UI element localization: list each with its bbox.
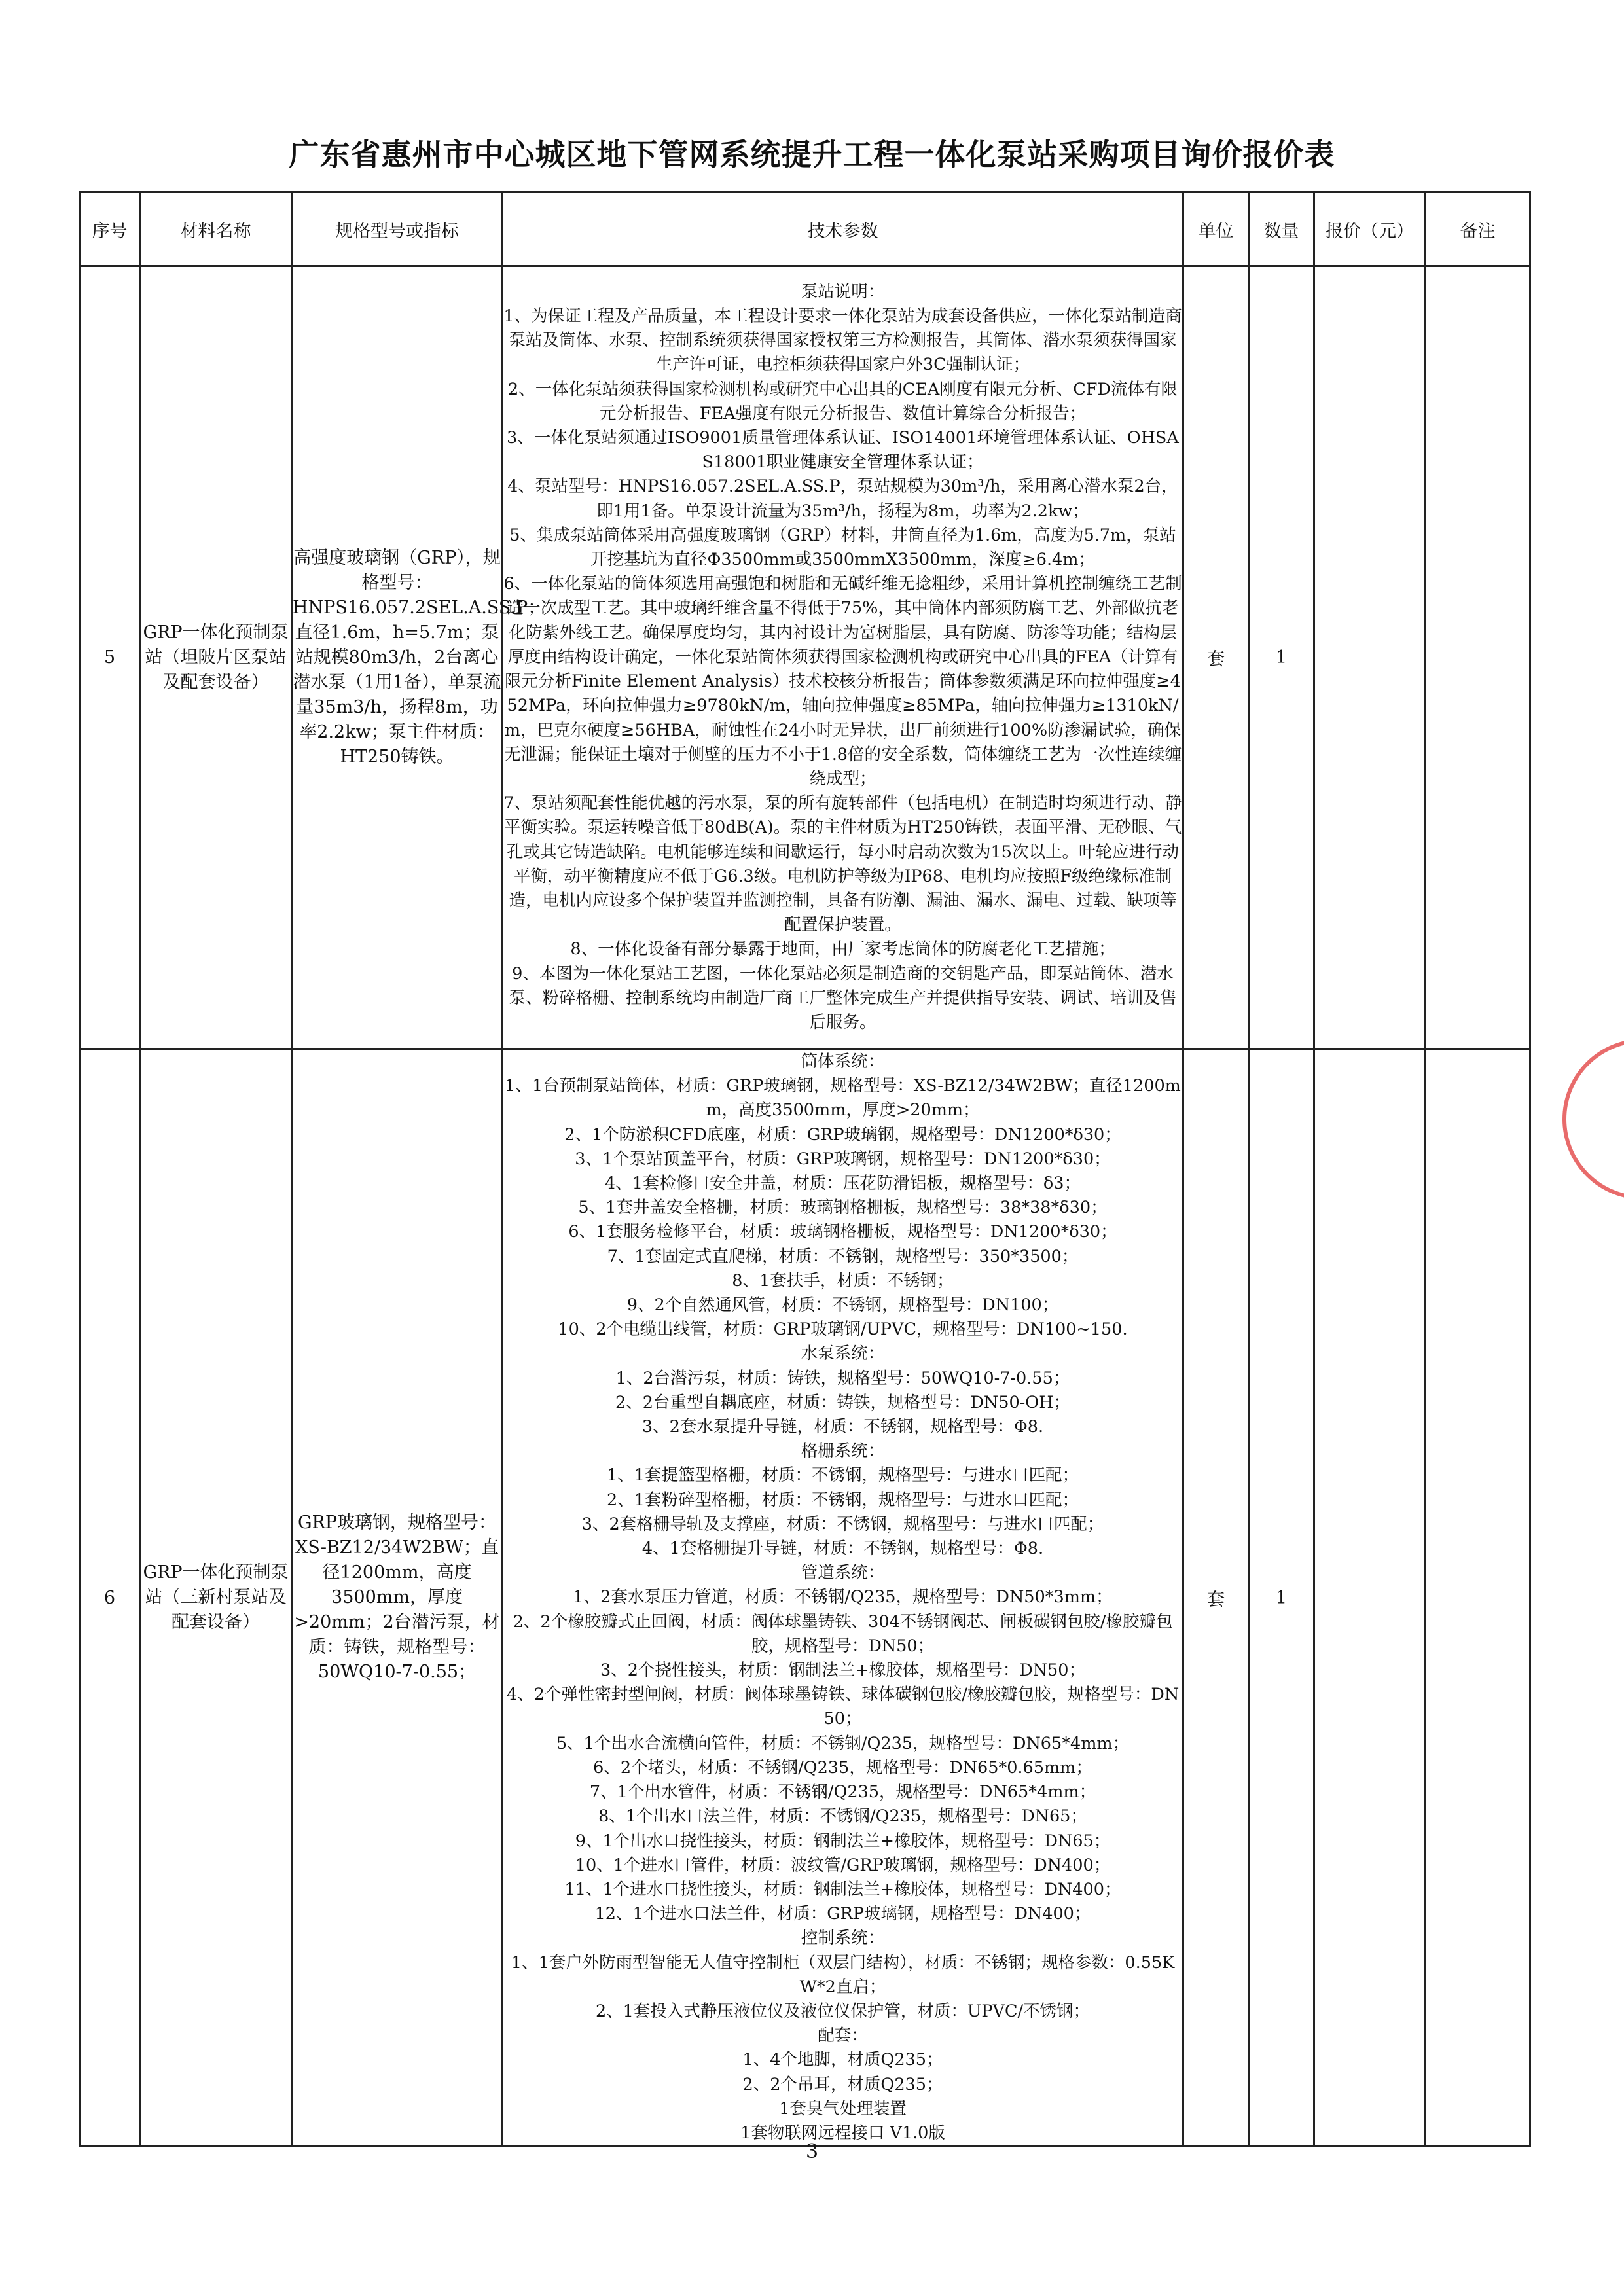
tech-line: 8、1套扶手，材质：不锈钢； bbox=[732, 1270, 954, 1291]
tech-line: 1套臭气处理装置 bbox=[779, 2098, 907, 2119]
page-title: 广东省惠州市中心城区地下管网系统提升工程一体化泵站采购项目询价报价表 bbox=[289, 137, 1335, 172]
header-price: 报价（元） bbox=[1314, 192, 1426, 266]
row-unit: 套 bbox=[1183, 266, 1249, 1049]
row-qty: 1 bbox=[1249, 266, 1314, 1049]
tech-line: 1套物联网远程接口 V1.0版 bbox=[740, 2123, 945, 2143]
tech-line: 7、泵站须配套性能优越的污水泵，泵的所有旋转部件（包括电机）在制造时均须进行动、静平衡实验。泵运转噪音低于80dB(A)。泵的主件材质为HT250铸铁，表面平滑、无砂眼、气孔或其它铸造缺陷。电机能够连续和间歇运行，每小时启动次数为15次以上。叶轮应进行动平衡，动平衡精度应不低于G6.3级。电机防护等级为IP68、电机均应按照F级绝缘标准制造，电机内应设多个保护装置并监测控制，具备有防潮、漏油、漏水、漏电、过载、缺项等配置保护装置。 bbox=[503, 793, 1182, 935]
header-tech: 技术参数 bbox=[503, 192, 1183, 266]
tech-line: 2、1套粉碎型格栅，材质：不锈钢，规格型号：与进水口匹配； bbox=[607, 1490, 1079, 1510]
tech-line: 9、1个出水口挠性接头，材质：钢制法兰+橡胶体，规格型号：DN65； bbox=[575, 1831, 1111, 1851]
row-qty: 1 bbox=[1249, 1049, 1314, 2147]
tech-line: 1、1台预制泵站筒体，材质：GRP玻璃钢，规格型号：XS-BZ12/34W2BW；直径1200mm，高度3500mm，厚度>20mm； bbox=[505, 1076, 1181, 1121]
row-price[interactable] bbox=[1314, 266, 1426, 1049]
table-row bbox=[80, 1049, 1530, 2147]
row-tech-params bbox=[503, 1049, 1183, 2147]
header-no: 序号 bbox=[80, 192, 140, 266]
row-material-name: GRP一体化预制泵站（三新村泵站及配套设备） bbox=[140, 1049, 292, 2147]
tech-line: 10、1个进水口管件，材质：波纹管/GRP玻璃钢，规格型号：DN400； bbox=[575, 1855, 1111, 1875]
tech-line: 1、2台潜污泵，材质：铸铁，规格型号：50WQ10-7-0.55； bbox=[615, 1368, 1070, 1388]
tech-line: 6、1套服务检修平台，材质：玻璃钢格栅板，规格型号：DN1200*δ30； bbox=[568, 1222, 1117, 1242]
page-number: 3 bbox=[805, 2140, 819, 2163]
tech-line: 12、1个进水口法兰件，材质：GRP玻璃钢，规格型号：DN400； bbox=[594, 1904, 1091, 1924]
tech-line: 1、1套户外防雨型智能无人值守控制柜（双层门结构），材质：不锈钢；规格参数：0.55KW*2直启； bbox=[511, 1952, 1175, 1997]
tech-line: 4、泵站型号：HNPS16.057.2SEL.A.SS.P，泵站规模为30m³/h，采用离心潜水泵2台，即1用1备。单泵设计流量为35m³/h，扬程为8m，功率为2.2kw； bbox=[507, 476, 1178, 521]
tech-line: 8、1个出水口法兰件，材质：不锈钢/Q235，规格型号：DN65； bbox=[598, 1806, 1087, 1827]
tech-line: 配套： bbox=[818, 2026, 868, 2046]
tech-line: 4、2个弹性密封型闸阀，材质：阀体球墨铸铁、球体碳钢包胶/橡胶瓣包胶，规格型号：DN50； bbox=[506, 1685, 1180, 1729]
row-spec: GRP玻璃钢，规格型号：XS-BZ12/34W2BW；直径1200mm，高度3500mm，厚度>20mm；2台潜污泵，材质：铸铁，规格型号：50WQ10-7-0.55； bbox=[292, 1049, 503, 2147]
tech-line: 1、2套水泵压力管道，材质：不锈钢/Q235，规格型号：DN50*3mm； bbox=[573, 1587, 1113, 1607]
row-spec: 高强度玻璃钢（GRP），规格型号：HNPS16.057.2SEL.A.SS.P；直径1.6m，h=5.7m；泵站规模80m3/h，2台离心潜水泵（1用1备），单泵流量35m3/h，扬程8m，功率2.2kw；泵主件材质：HT250铸铁。 bbox=[292, 266, 503, 1049]
tech-line: 8、一体化设备有部分暴露于地面，由厂家考虑筒体的防腐老化工艺措施； bbox=[570, 939, 1115, 960]
table-row bbox=[80, 266, 1530, 1049]
tech-line: 4、1套检修口安全井盖，材质：压花防滑铝板，规格型号：δ3； bbox=[604, 1174, 1081, 1194]
tech-line: 2、1个防淤积CFD底座，材质：GRP玻璃钢，规格型号：DN1200*δ30； bbox=[564, 1124, 1121, 1145]
tech-line: 6、2个堵头，材质：不锈钢/Q235，规格型号：DN65*0.65mm； bbox=[593, 1757, 1092, 1778]
tech-line: 2、2台重型自耦底座，材质：铸铁，规格型号：DN50-OH； bbox=[615, 1392, 1070, 1412]
header-name: 材料名称 bbox=[140, 192, 292, 266]
header-remark: 备注 bbox=[1426, 192, 1530, 266]
tech-line: 6、一体化泵站的筒体须选用高强饱和树脂和无碱纤维无捻粗纱，采用计算机控制缠绕工艺制造一次成型工艺。其中玻璃纤维含量不得低于75%，其中筒体内部须防腐工艺、外部做抗老化防紫外线工艺。确保厚度均匀，其内衬设计为富树脂层，具有防腐、防渗等功能；结构层厚度由结构设计确定，一体化泵站筒体须获得国家检测机构或研究中心出具的FEA（计算有限元分析Finite Element Analysis）技术校核分析报告；筒体参数须满足环向拉伸强度≥452MPa，环向拉伸强力≥9780kN/m，轴向拉伸强度≥85MPa，轴向拉伸强力≥1310kN/m，巴克尔硬度≥56HBA，耐蚀性在24小时无异状，出厂前须进行100%防渗漏试验，确保无泄漏；能保证土壤对于侧壁的压力不小于1.8倍的安全系数，筒体缠绕工艺为一次性连续缠绕成型； bbox=[503, 574, 1182, 789]
tech-line: 水泵系统： bbox=[801, 1344, 885, 1364]
tech-line: 3、2套水泵提升导链，材质：不锈钢，规格型号：Φ8. bbox=[641, 1417, 1044, 1437]
row-remark[interactable] bbox=[1426, 266, 1530, 1049]
tech-line: 3、一体化泵站须通过ISO9001质量管理体系认证、ISO14001环境管理体系认证、OHSAS18001职业健康安全管理体系认证； bbox=[507, 428, 1179, 473]
tech-line: 2、一体化泵站须获得国家检测机构或研究中心出具的CEA刚度有限元分析、CFD流体有限元分析报告、FEA强度有限元分析报告、数值计算综合分析报告； bbox=[508, 379, 1178, 423]
tech-line: 控制系统： bbox=[801, 1928, 885, 1948]
tech-line: 7、1个出水管件，材质：不锈钢/Q235，规格型号：DN65*4mm； bbox=[589, 1782, 1096, 1803]
row-price[interactable] bbox=[1314, 1049, 1426, 2147]
quote-table bbox=[79, 191, 1531, 2147]
tech-line: 筒体系统： bbox=[801, 1052, 885, 1071]
tech-line: 10、2个电缆出线管，材质：GRP玻璃钢/UPVC，规格型号：DN100~150. bbox=[558, 1319, 1128, 1340]
tech-line: 3、2套格栅导轨及支撑座，材质：不锈钢，规格型号：与进水口匹配； bbox=[581, 1514, 1104, 1534]
tech-line: 泵站说明： bbox=[801, 281, 885, 302]
red-seal-stamp bbox=[1492, 1021, 1624, 1217]
tech-line: 1、1套提篮型格栅，材质：不锈钢，规格型号：与进水口匹配； bbox=[607, 1465, 1079, 1486]
tech-line: 4、1套格栅提升导链，材质：不锈钢，规格型号：Φ8. bbox=[641, 1539, 1044, 1559]
tech-line: 5、集成泵站筒体采用高强度玻璃钢（GRP）材料，井筒直径为1.6m，高度为5.7m，泵站开挖基坑为直径Φ3500mm或3500mmX3500mm，深度≥6.4m； bbox=[509, 525, 1176, 570]
row-no: 5 bbox=[80, 266, 140, 1049]
tech-line: 2、2个吊耳，材质Q235； bbox=[742, 2074, 943, 2094]
tech-line: 7、1套固定式直爬梯，材质：不锈钢，规格型号：350*3500； bbox=[607, 1246, 1079, 1266]
row-no: 6 bbox=[80, 1049, 140, 2147]
tech-line: 9、2个自然通风管，材质：不锈钢，规格型号：DN100； bbox=[626, 1295, 1059, 1316]
tech-line: 3、2个挠性接头，材质：钢制法兰+橡胶体，规格型号：DN50； bbox=[600, 1660, 1086, 1681]
tech-line: 9、本图为一体化泵站工艺图，一体化泵站必须是制造商的交钥匙产品，即泵站筒体、潜水泵、粉碎格栅、控制系统均由制造厂商工厂整体完成生产并提供指导安装、调试、培训及售后服务。 bbox=[509, 963, 1177, 1032]
header-unit: 单位 bbox=[1183, 192, 1249, 266]
header-spec: 规格型号或指标 bbox=[292, 192, 503, 266]
row-tech-params bbox=[503, 266, 1183, 1049]
tech-line: 11、1个进水口挠性接头，材质：钢制法兰+橡胶体，规格型号：DN400； bbox=[564, 1879, 1121, 1899]
header-qty: 数量 bbox=[1249, 192, 1314, 266]
tech-line: 2、1套投入式静压液位仪及液位仪保护管，材质：UPVC/不锈钢； bbox=[595, 2001, 1091, 2021]
tech-line: 3、1个泵站顶盖平台，材质：GRP玻璃钢，规格型号：DN1200*δ30； bbox=[575, 1149, 1111, 1169]
header-row bbox=[80, 192, 1530, 266]
tech-line: 5、1套井盖安全格栅，材质：玻璃钢格栅板，规格型号：38*38*δ30； bbox=[578, 1198, 1108, 1218]
tech-line: 1、4个地脚，材质Q235； bbox=[742, 2050, 943, 2070]
tech-line: 1、为保证工程及产品质量，本工程设计要求一体化泵站为成套设备供应，一体化泵站制造商泵站及筒体、水泵、控制系统须获得国家授权第三方检测报告，其筒体、潜水泵须获得国家生产许可证，电控柜须获得国家户外3C强制认证； bbox=[503, 306, 1182, 375]
tech-line: 管道系统： bbox=[801, 1563, 885, 1583]
tech-line: 2、2个橡胶瓣式止回阀，材质：阀体球墨铸铁、304不锈钢阀芯、闸板碳钢包胶/橡胶瓣包胶，规格型号：DN50； bbox=[513, 1611, 1173, 1656]
tech-line: 5、1个出水合流横向管件，材质：不锈钢/Q235，规格型号：DN65*4mm； bbox=[556, 1733, 1130, 1753]
row-material-name: GRP一体化预制泵站（坦陂片区泵站及配套设备） bbox=[140, 266, 292, 1049]
tech-line: 格栅系统： bbox=[801, 1441, 885, 1462]
row-unit: 套 bbox=[1183, 1049, 1249, 2147]
